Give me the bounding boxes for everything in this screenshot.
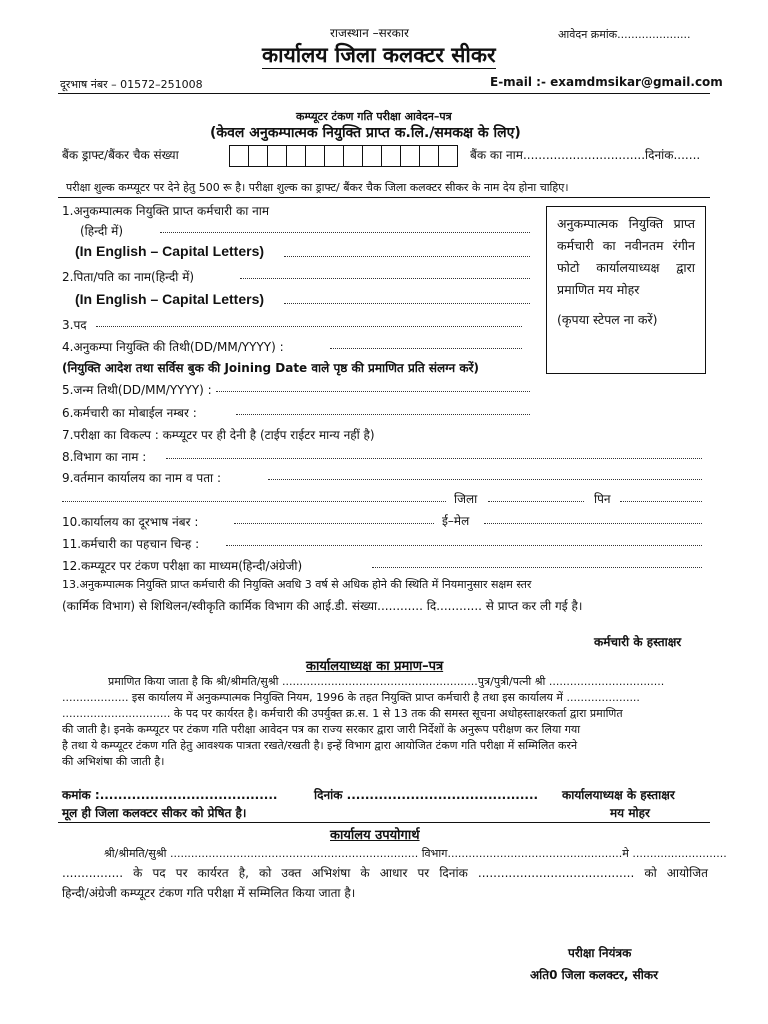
field-9-district-input[interactable] (488, 491, 584, 502)
field-10-phone-input[interactable] (234, 513, 434, 524)
field-6-label: 6.कर्मचारी का मोबाईल नम्बर : (62, 406, 197, 420)
field-3-input[interactable] (96, 316, 522, 327)
field-2-hindi-input[interactable] (240, 268, 530, 279)
field-4-label: 4.अनुकम्पा नियुक्ति की तिथी(DD/MM/YYYY) : (62, 340, 284, 354)
head-signature-label: कार्यालयाध्यक्ष के हस्ताक्षर (562, 788, 675, 802)
certificate-kramank: कमांक :....................................... (62, 788, 278, 802)
field-12-label: 12.कम्प्यूटर पर टंकण परीक्षा का माध्यम(हिन्दी/अंग्रेजी) (62, 559, 303, 573)
exam-controller-label: परीक्षा नियंत्रक (568, 946, 632, 960)
field-10-email-label: ई–मेल (442, 514, 470, 528)
office-title: कार्यालय जिला कलक्टर सीकर (262, 43, 496, 67)
field-4-input[interactable] (330, 338, 522, 349)
field-8-input[interactable] (166, 448, 702, 459)
field-9-label: 9.वर्तमान कार्यालय का नाम व पता : (62, 471, 222, 485)
field-9-address-line2[interactable] (62, 491, 446, 502)
field-9-pin-input[interactable] (620, 491, 702, 502)
field-3-label: 3.पद (62, 318, 87, 332)
office-use-line-3: हिन्दी/अंग्रेजी कम्प्यूटर टंकण गति परीक्षा में सम्मिलित किया जाता है। (62, 886, 356, 900)
field-9-district-label: जिला (454, 492, 478, 506)
field-7-label: 7.परीक्षा का विकल्प : कम्प्यूटर पर ही देनी है (टाईप राईटर मान्य नहीं है) (62, 428, 375, 442)
header-divider (58, 93, 710, 94)
office-use-line-1: श्री/श्रीमति/सुश्री ....................................................................... विभाग..................................................मे ........................... (104, 847, 727, 860)
certificate-line-3: ............................... के पद पर कार्यरत है। कर्मचारी की उपर्युक्त क्र.स. 1 से 13 तक की समस्त सूचना अधोहस्ताक्षरकर्ता द्वारा प्रमाणित (62, 707, 623, 720)
certificate-dinank: दिनांक .......................................... (314, 788, 539, 802)
form-subtitle: (केवल अनुकम्पात्मक नियुक्ति प्राप्त क.लि./समकक्ष के लिए) (210, 125, 521, 141)
office-use-heading: कार्यालय उपयोगार्थ (330, 828, 420, 843)
certificate-line-1: प्रमाणित किया जाता है कि श्री/श्रीमति/सुश्री ........................................................पुत्र/पुत्री/पत्नी श्री ................................. (108, 675, 665, 688)
field-8-label: 8.विभाग का नाम : (62, 450, 147, 464)
fee-note: परीक्षा शुल्क कम्प्यूटर पर देने हेतु 500 रू है। परीक्षा शुल्क का ड्राफ्ट/ बैंकर चैक जिला कलक्टर सीकर के नाम देय होना चाहिए। (66, 181, 569, 194)
field-10-label: 10.कार्यालय का दूरभाष नंबर : (62, 515, 199, 529)
field-1-hindi-input[interactable] (160, 222, 530, 233)
fee-divider (58, 197, 710, 198)
certificate-heading: कार्यालयाध्यक्ष का प्रमाण–पत्र (306, 659, 444, 674)
certificate-line-6: की अभिशंषा की जाती है। (62, 755, 165, 768)
field-9-pin-label: पिन (594, 492, 611, 506)
employee-signature-label: कर्मचारी के हस्ताक्षर (594, 635, 682, 649)
draft-label: बैंक ड्राफ्ट/बैंकर चैक संख्या (62, 148, 179, 162)
form-title: कम्प्यूटर टंकण गति परीक्षा आवेदन–पत्र (296, 110, 452, 123)
field-1-hindi-label: (हिन्दी में) (80, 224, 124, 238)
certificate-line-5: है तथा ये कम्प्यूटर टंकण गति हेतु आवश्यक पात्रता रखते/रखती है। इन्हें विभाग द्वारा आयोजित टंकण गति परीक्षा में सम्मिलित करने (62, 739, 578, 752)
field-2-english-label: (In English – Capital Letters) (75, 291, 265, 307)
certificate-divider (58, 822, 710, 823)
application-number: आवेदन क्रमांक..................... (558, 28, 691, 41)
field-10-email-input[interactable] (484, 513, 702, 524)
field-5-input[interactable] (216, 381, 530, 392)
field-1-english-label: (In English – Capital Letters) (75, 243, 265, 259)
draft-number-boxes[interactable] (230, 145, 458, 167)
certificate-line-2: ................... इस कार्यालय में अनुकम्पात्मक नियुक्ति नियम, 1996 के तहत नियुक्ति प्राप्त कर्मचारी है तथा इस कार्यालय में ..................... (62, 691, 640, 704)
bank-name-date: बैंक का नाम................................दिनांक....... (470, 148, 701, 162)
field-12-input[interactable] (372, 557, 702, 568)
field-4-note: (नियुक्ति आदेश तथा सर्विस बुक की Joining Date वाले पृष्ठ की प्रमाणित प्रति संलग्न करें) (62, 361, 479, 375)
field-13-line2: (कार्मिक विभाग) से शिथिलन/स्वीकृति कार्मिक विभाग की आई.डी. संख्या............ दि............ से प्राप्त कर ली गई है। (62, 599, 583, 613)
forward-note: मूल ही जिला कलक्टर सीकर को प्रेषित है। (62, 806, 247, 820)
office-use-line-2: ................ के पद पर कार्यरत है, को उक्त अभिशंषा के आधार पर दिनांक ......................................... को आयोजित (62, 866, 708, 880)
state-heading: राजस्थान –सरकार (330, 26, 409, 40)
photo-staple-note: (कृपया स्टेपल ना करें) (557, 312, 658, 327)
office-phone: दूरभाष नंबर – 01572–251008 (60, 78, 203, 91)
field-11-label: 11.कर्मचारी का पहचान चिन्ह : (62, 537, 200, 551)
photo-box (546, 206, 706, 374)
certificate-body (62, 674, 708, 770)
certificate-line-4: की जाती है। इनके कम्प्यूटर पर टंकण गति परीक्षा आवेदन पत्र का राज्य सरकार द्वारा जारी निर्देशों के अनुरूप परीक्षण कर लिया गया (62, 723, 581, 736)
photo-instructions: अनुकम्पात्मक नियुक्ति प्राप्त कर्मचारी का नवीनतम रंगीन फोटो कार्यालयाध्यक्ष द्वारा प्रमाणित मय मोहर (557, 216, 695, 297)
field-1-english-input[interactable] (284, 246, 530, 257)
seal-label: मय मोहर (610, 806, 650, 820)
field-2-english-input[interactable] (284, 293, 530, 304)
field-6-input[interactable] (236, 404, 530, 415)
field-5-label: 5.जन्म तिथी(DD/MM/YYYY) : (62, 383, 212, 397)
field-2-label: 2.पिता/पति का नाम(हिन्दी में) (62, 270, 195, 284)
field-13-line1: 13.अनुकम्पात्मक नियुक्ति प्राप्त कर्मचारी की नियुक्ति अवधि 3 वर्ष से अधिक होने की स्थिति में नियमानुसार सक्षम स्तर (62, 578, 532, 591)
office-email: E-mail :- examdmsikar@gmail.com (490, 75, 723, 89)
adm-label: अति0 जिला कलक्टर, सीकर (530, 968, 659, 982)
field-1-label: 1.अनुकम्पात्मक नियुक्ति प्राप्त कर्मचारी का नाम (62, 204, 270, 218)
field-9-address-input[interactable] (268, 469, 702, 480)
field-11-input[interactable] (226, 535, 702, 546)
